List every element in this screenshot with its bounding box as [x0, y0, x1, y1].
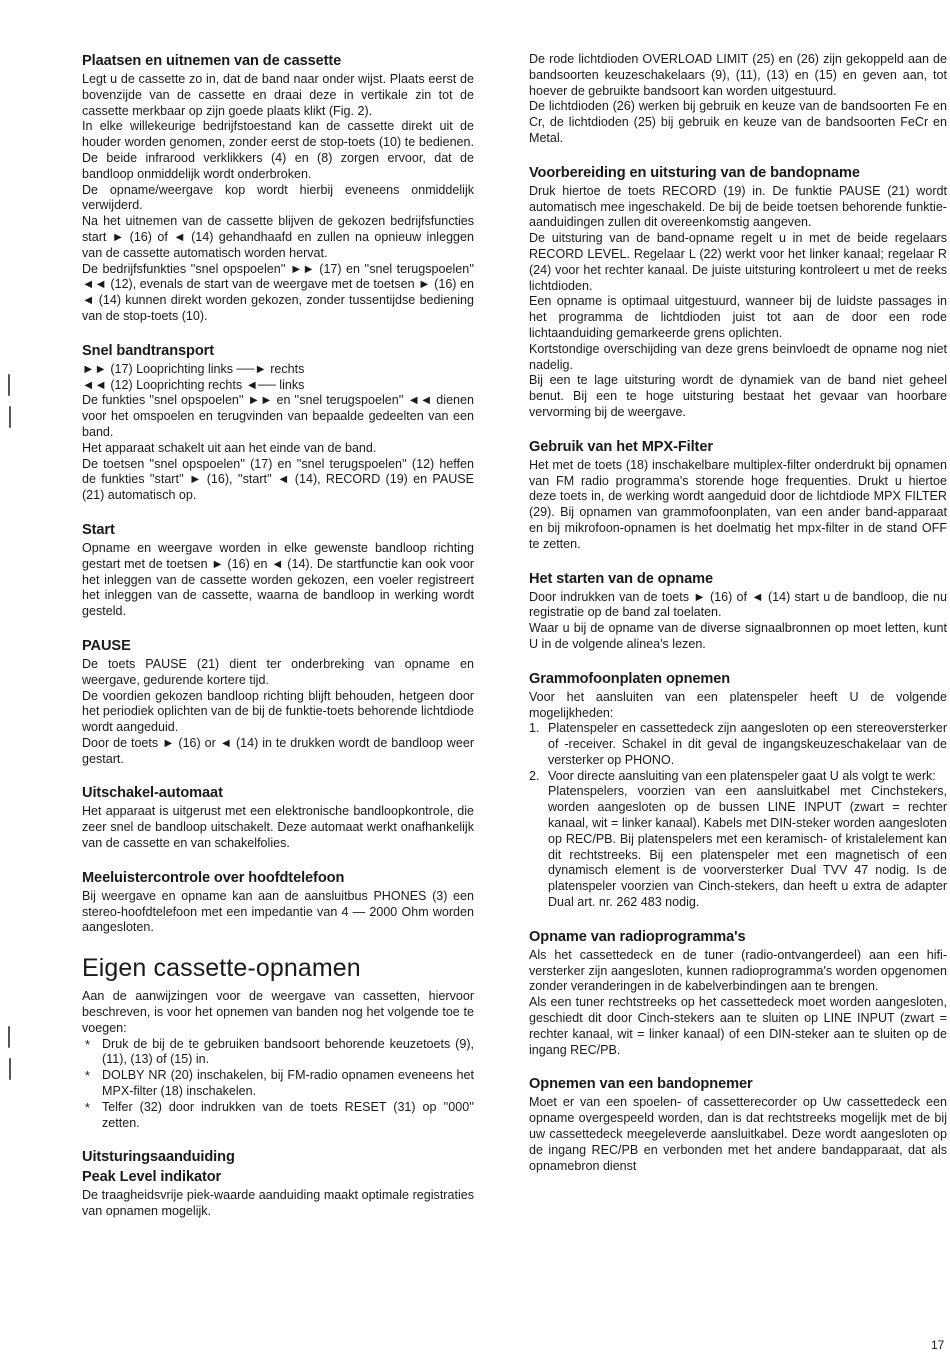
- list-number: 1.: [529, 721, 540, 736]
- paragraph: ◄◄ (12) Looprichting rechts ◄── links: [82, 377, 305, 392]
- list-item: * Druk de bij de te gebruiken bandsoort behorende keuzetoets (9), (11), (13) of (15) in.: [82, 1037, 474, 1069]
- section-overload-limit: [529, 52, 947, 147]
- paragraph: De uitsturing van de band-opname regelt u in met de beide regelaars RECORD LEVEL. Regelaar L (22) werkt voor het linker kanaal; regelaar R (24) voor het rechter kanaal. De juiste uitsturing kontroleert u met de reeks lichtdioden.: [529, 231, 947, 293]
- paragraph: Als een tuner rechtstreeks op het cassettedeck moet worden aangesloten, geschiedt dit door Cinch-stekers aan te sluiten op LINE INPUT (zwart = rechter kanaal, wit = linker kanaal) of een DIN-steker aan te sluiten op de ingang REC/PB.: [529, 995, 947, 1057]
- list-item: [529, 721, 947, 768]
- bullet-list: [82, 1037, 474, 1132]
- paragraph: De lichtdioden (26) werken bij gebruik en keuze van de bandsoorten Fe en Cr, de lichtdioden (25) bij gebruik en keuze van de bandsoorten FeCr en Metal.: [529, 99, 947, 145]
- section-heading: Start: [82, 521, 115, 538]
- paragraph: Voor het aansluiten van een platenspeler heeft U de volgende mogelijkheden:: [529, 689, 947, 720]
- numbered-list: [529, 721, 947, 911]
- list-item-text: Platenspelers, voorzien van een aansluitkabel met Cinchstekers, worden aangesloten op de bussen LINE INPUT (zwart = rechter kanaal, wit = linker kanaal). Kabels met DIN-steker worden aangesloten op REC/PB. Bij platenspelers met een keramisch- of kristalelement kan dit rechtstreeks. Bij een platenspeler met een magnetisch of een dynamisch element is de voorversterker Dual TVV 47 nodig. Is de platenspeler voorzien van Cinch-stekers, dan heeft u extra de adapter Dual art. nr. 262 483 nodig.: [548, 784, 947, 910]
- section-uitsturingsaanduiding: [82, 1148, 474, 1220]
- paragraph: Bij weergave en opname kan aan de aansluitbus PHONES (3) een stereo-hoofdtelefoon met een impedantie van 4 — 2000 Ohm worden aangesloten.: [82, 888, 474, 935]
- section-radioprogrammas: [529, 928, 947, 1059]
- paragraph: Aan de aanwijzingen voor de weergave van cassetten, hiervoor beschreven, is voor het opnemen van banden nog het volgende toe te voegen:: [82, 989, 474, 1035]
- paragraph: ►► (17) Looprichting links ──► rechts: [82, 361, 305, 376]
- paragraph: De bedrijfsfunkties ''snel opspoelen'' ►► (17) en ''snel terugspoelen'' ◄◄ (12), evenals de start van de weergave met de toetsen ► (16) en ◄ (14) kunnen direkt worden gekozen, zonder tussentijdse bediening van de stop-toets (10).: [82, 261, 474, 323]
- section-heading: Uitschakel-automaat: [82, 785, 223, 802]
- list-item: * DOLBY NR (20) inschakelen, bij FM-radio opnamen eveneens het MPX-filter (18) inschakelen.: [82, 1068, 474, 1100]
- list-item-text: Platenspeler en cassettedeck zijn aangesloten op een stereoversterker of -receiver. Schakel in dit geval de ingangskeuzeschakelaar van de versterker op PHONO.: [548, 721, 947, 767]
- paragraph: De rode lichtdioden OVERLOAD LIMIT (25) en (26) zijn gekoppeld aan de bandsoorten keuzeschakelaars (9), (11), (13) en (15) en geven aan, tot hoever de gebruikte bandsoort kan worden uitgestuurd.: [529, 52, 947, 98]
- section-heading: PAUSE: [82, 637, 131, 654]
- paragraph: De traagheidsvrije piek-waarde aanduiding maakt optimale registraties van opnamen mogelijk.: [82, 1188, 474, 1219]
- page-number: 17: [931, 1338, 945, 1352]
- left-column: [82, 52, 474, 1237]
- section-heading: Opname van radioprogramma's: [529, 928, 746, 945]
- paragraph: In elke willekeurige bedrijfstoestand kan de cassette direkt uit de houder worden genomen, zonder eerst de stop-toets (10) te bedienen. De beide infrarood verklikkers (4) en (8) zorgen ervoor, dat de bandloop onmiddelijk wordt onderbroken.: [82, 119, 474, 181]
- section-heading: Meeluistercontrole over hoofdtelefoon: [82, 869, 345, 886]
- paragraph: Het apparaat is uitgerust met een elektronische bandloopkontrole, die zeer snel de bandloop uitschakelt. Deze automaat werkt onafhankelijk van de cassette en van schakelfolies.: [82, 804, 474, 851]
- section-bandopnemer: [529, 1075, 947, 1174]
- section-pause: [82, 637, 474, 768]
- section-heading: Grammofoonplaten opnemen: [529, 670, 731, 687]
- section-heading: Voorbereiding en uitsturing van de bandopname: [529, 164, 860, 181]
- paragraph: De opname/weergave kop wordt hierbij eveneens onmiddelijk verwijderd.: [82, 182, 474, 213]
- section-heading: Het starten van de opname: [529, 570, 714, 587]
- section-mpx-filter: [529, 438, 947, 553]
- list-item: * Telfer (32) door indrukken van de toets RESET (31) op ''000'' zetten.: [82, 1100, 474, 1132]
- paragraph: Opname en weergave worden in elke gewenste bandloop richting gestart met de toetsen ► (16) en ◄ (14). De startfunctie kan ook voor het inleggen van de cassette worden gekozen, een voeler registreert het inleggen van de cassette, waarna de bandloop in werking wordt gesteld.: [82, 540, 474, 619]
- section-heading: Plaatsen en uitnemen van de cassette: [82, 53, 342, 69]
- section-cassette-plaatsen: [82, 52, 474, 325]
- list-item-text: Voor directe aansluiting van een platenspeler gaat U als volgt te werk:: [548, 768, 936, 783]
- paragraph: Door indrukken van de toets ► (16) of ◄ (14) start u de bandloop, die nu registratie op de band zal toelaten.: [529, 589, 947, 620]
- section-grammofoonplaten: [529, 670, 947, 911]
- section-heading: Gebruik van het MPX-Filter: [529, 438, 713, 455]
- paragraph: De toetsen ''snel opspoelen'' (17) en ''snel terugspoelen'' (12) heffen de funkties ''start'' ► (16), ''start'' ◄ (14), RECORD (19) en PAUSE (21) automatisch op.: [82, 456, 474, 503]
- margin-mark: [8, 1026, 10, 1048]
- section-heading: Snel bandtransport: [82, 342, 214, 359]
- section-eigen-cassette-opnamen: [82, 953, 474, 1131]
- section-heading: Opnemen van een bandopnemer: [529, 1076, 753, 1093]
- chapter-heading: Eigen cassette-opnamen: [82, 954, 361, 983]
- paragraph: De toets PAUSE (21) dient ter onderbreking van opname en weergave, gedurende kortere tijd.: [82, 656, 474, 687]
- paragraph: Na het uitnemen van de cassette blijven de gekozen bedrijfsfuncties start ► (16) of ◄ (14) gehandhaafd en zullen na opnieuw inleggen van de cassette automatisch worden hervat.: [82, 214, 474, 260]
- list-number: 2.: [529, 768, 540, 783]
- paragraph: Als het cassettedeck en de tuner (radio-ontvangerdeel) aan een hifi-versterker zijn aangesloten, kunnen radioprogramma's worden opgenomen zonder veranderingen in de kabelverbindingen aan te brengen.: [529, 947, 947, 994]
- margin-mark: [9, 1058, 11, 1080]
- list-item: [529, 769, 947, 911]
- margin-mark: [8, 374, 10, 396]
- margin-mark: [9, 406, 11, 428]
- paragraph: Door de toets ► (16) or ◄ (14) in te drukken wordt de bandloop weer gestart.: [82, 735, 474, 766]
- paragraph: Legt u de cassette zo in, dat de band naar onder wijst. Plaats eerst de bovenzijde van de cassette en draai deze in vertikale zin tot de cassette merkbaar op zijn goede plaats klikt (Fig. 2).: [82, 72, 474, 118]
- section-starten-opname: [529, 570, 947, 653]
- paragraph: Een opname is optimaal uitgestuurd, wanneer bij de luidste passages in het programma de lichtdioden juist tot aan de door een rode lichtaanduiding gemarkeerde grens oplichten.: [529, 294, 947, 340]
- paragraph: Waar u bij de opname van de diverse signaalbronnen op moet letten, kunt U in de volgende alinea's lezen.: [529, 621, 947, 651]
- paragraph: De voordien gekozen bandloop richting blijft behouden, hetgeen door het periodiek oplichten van de bij de funktie-toets behorende lichtdiode wordt aangeduid.: [82, 688, 475, 735]
- section-snel-bandtransport: [82, 342, 474, 504]
- paragraph: Druk hiertoe de toets RECORD (19) in. De funktie PAUSE (21) wordt automatisch mee ingeschakeld. De bij de beide toetsen behorende funktie-aanduidingen zullen dit overeenkomstig aangeven.: [529, 183, 947, 230]
- paragraph: Moet er van een spoelen- of cassetterecorder op Uw cassettedeck een opname overgespeeld worden, dan is dat rechtstreeks mogelijk met de bij uw cassettedeck meegeleverde aansluitkabel. Deze wordt aangesloten op de ingang REC/PB en verbonden met het andere bandapparaat, dat als opnamebron dienst: [529, 1095, 947, 1173]
- section-subheading: Peak Level indikator: [82, 1169, 222, 1186]
- section-start: [82, 521, 474, 620]
- paragraph: Kortstondige overschijding van deze grens beinvloedt de opname nog niet nadelig.: [529, 341, 947, 372]
- paragraph: De funkties ''snel opspoelen'' ►► en ''snel terugspoelen'' ◄◄ dienen voor het omspoelen en terugvinden van bepaalde gedeelten van een band.: [82, 393, 474, 439]
- paragraph: Het apparaat schakelt uit aan het einde van de band.: [82, 440, 377, 455]
- section-voorbereiding-bandopname: [529, 164, 947, 421]
- paragraph: Bij een te lage uitsturing wordt de dynamiek van de band niet geheel benut. Bij een te hoge uitsturing bestaat het gevaar van hoorbare vervorming bij de weergave.: [529, 373, 947, 419]
- right-column: [529, 52, 947, 1191]
- section-heading: Uitsturingsaanduiding: [82, 1149, 235, 1166]
- section-uitschakel-automaat: [82, 784, 474, 851]
- section-meeluistercontrole: [82, 869, 474, 936]
- paragraph: Het met de toets (18) inschakelbare multiplex-filter onderdrukt bij opnamen van FM radio programma's storende hoge frequenties. Drukt u hiertoe deze toets in, de werking wordt aangeduid door de lichtdiode MPX FILTER (29). Bij opnamen van grammofoonplaten, van een ander band-apparaat en bij mikrofoon-opnamen is het doelmatig het mpx-filter in de stand OFF te zetten.: [529, 457, 947, 551]
